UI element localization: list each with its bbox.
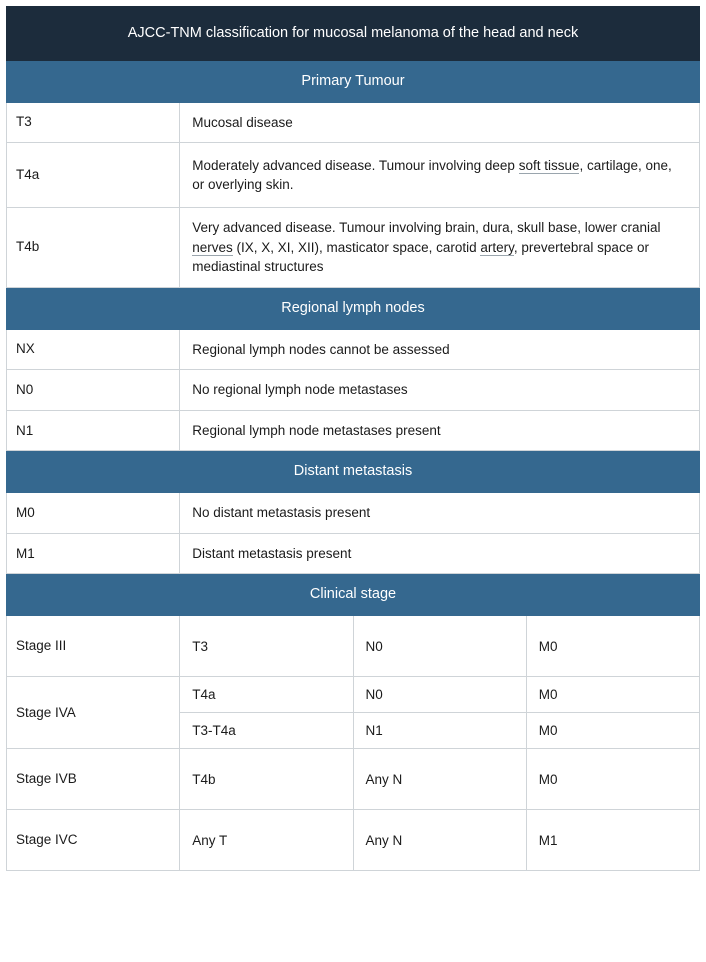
section-header-distant-metastasis [7, 451, 700, 493]
page-title: AJCC-TNM classification for mucosal melanoma of the head and neck [7, 7, 700, 61]
table-row [7, 208, 700, 288]
stage-label-iva: Stage IVA [7, 677, 180, 749]
table-row [7, 143, 700, 208]
term-artery[interactable]: artery [480, 239, 514, 255]
table-row [7, 749, 700, 810]
node-description-n0: No regional lymph node metastases [180, 370, 700, 411]
stage-m-iii: M0 [526, 616, 699, 677]
table-row [7, 102, 700, 143]
term-soft-tissue[interactable]: soft tissue [518, 157, 580, 173]
table-row [7, 810, 700, 871]
stage-label-iii: Stage III [7, 616, 180, 677]
stage-m-ivb: M0 [526, 749, 699, 810]
section-header-regional-lymph-nodes [7, 287, 700, 329]
table-row [7, 329, 700, 370]
metastasis-description-m0: No distant metastasis present [180, 493, 700, 534]
node-description-n1: Regional lymph node metastases present [180, 410, 700, 451]
stage-t-ivc: Any T [180, 810, 353, 871]
tumour-description-t4b [180, 208, 700, 288]
tumour-code-t3: T3 [7, 102, 180, 143]
stage-label-ivc: Stage IVC [7, 810, 180, 871]
stage-label-ivb: Stage IVB [7, 749, 180, 810]
table-row [7, 493, 700, 534]
table-row [7, 370, 700, 411]
stage-t-ivb: T4b [180, 749, 353, 810]
stage-m-iva-1: M0 [526, 677, 699, 713]
metastasis-description-m1: Distant metastasis present [180, 533, 700, 574]
section-header-clinical-stage [7, 574, 700, 616]
metastasis-code-m0: M0 [7, 493, 180, 534]
table-row [7, 410, 700, 451]
section-header-label: Regional lymph nodes [7, 287, 700, 329]
node-description-nx: Regional lymph nodes cannot be assessed [180, 329, 700, 370]
description-text: Mucosal disease [192, 114, 293, 130]
term-nerves[interactable]: nerves [192, 239, 233, 255]
stage-m-iva-2: M0 [526, 713, 699, 749]
node-code-n0: N0 [7, 370, 180, 411]
tnm-classification-table [6, 6, 700, 871]
node-code-nx: NX [7, 329, 180, 370]
tumour-description-t4a [180, 143, 700, 208]
description-text-part2: , cartilage, one, or overlying skin. [192, 157, 672, 193]
table-title-row [7, 7, 700, 61]
section-header-label: Distant metastasis [7, 451, 700, 493]
description-text-part1: Moderately advanced disease. Tumour involving deep [192, 157, 519, 173]
metastasis-code-m1: M1 [7, 533, 180, 574]
tumour-code-t4b: T4b [7, 208, 180, 288]
node-code-n1: N1 [7, 410, 180, 451]
section-header-label: Clinical stage [7, 574, 700, 616]
stage-t-iva-2: T3-T4a [180, 713, 353, 749]
description-text-part3: , prevertebral space or mediastinal structures [192, 239, 649, 275]
table-row [7, 616, 700, 677]
description-text-part1: Very advanced disease. Tumour involving brain, dura, skull base, lower cranial [192, 220, 661, 236]
stage-m-ivc: M1 [526, 810, 699, 871]
stage-n-iva-1: N0 [353, 677, 526, 713]
stage-t-iii: T3 [180, 616, 353, 677]
stage-n-ivb: Any N [353, 749, 526, 810]
stage-n-ivc: Any N [353, 810, 526, 871]
stage-n-iii: N0 [353, 616, 526, 677]
tumour-description-t3 [180, 102, 700, 143]
stage-n-iva-2: N1 [353, 713, 526, 749]
section-header-primary-tumour [7, 60, 700, 102]
description-text-part2: (IX, X, XI, XII), masticator space, carotid [232, 239, 481, 255]
table-row [7, 533, 700, 574]
stage-t-iva-1: T4a [180, 677, 353, 713]
section-header-label: Primary Tumour [7, 60, 700, 102]
table-row [7, 677, 700, 713]
tumour-code-t4a: T4a [7, 143, 180, 208]
